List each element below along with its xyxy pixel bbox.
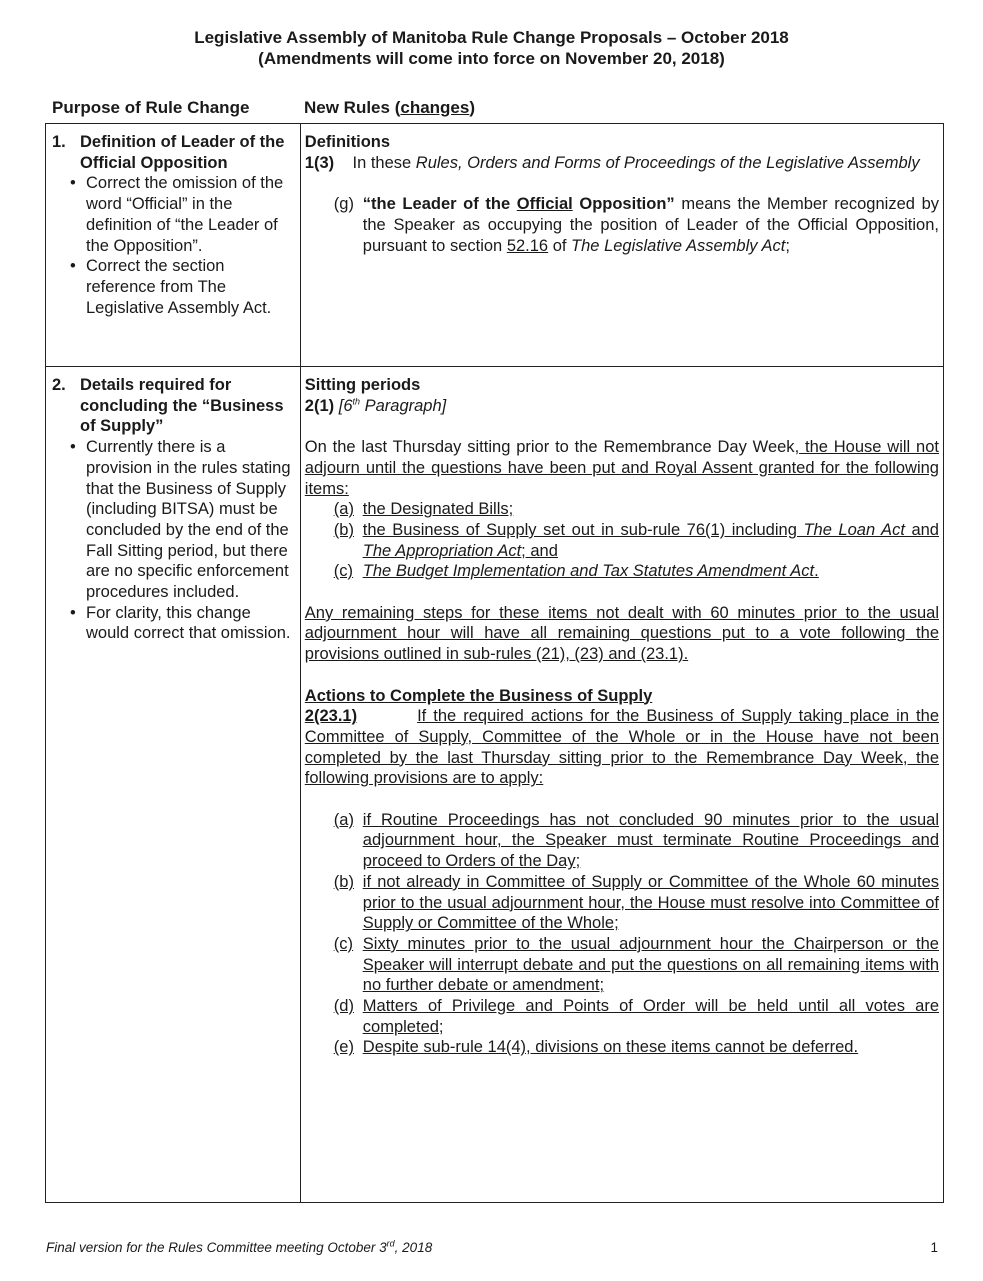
paragraph-ref-open: [6 — [338, 396, 353, 415]
paragraph-ref — [339, 397, 447, 415]
item-label: (a) — [333, 500, 354, 519]
list-item — [305, 520, 939, 561]
item-text-part: and — [904, 520, 939, 539]
list-item — [305, 872, 939, 934]
term-close: Opposition” — [572, 195, 675, 214]
item-label: (c) — [333, 562, 354, 581]
document-subtitle: (Amendments will come into force on November 20, 2018) — [258, 49, 725, 68]
purpose-cell — [46, 124, 301, 367]
definition-text: means the Member recognized by the Speaker as occupying the position of Leader of the Official Opposition, pursuant to section — [362, 195, 939, 255]
purpose-bullet: • Correct the section reference from The Legislative Assembly Act. — [66, 256, 296, 318]
purpose-bullet: • Correct the omission of the word “Official” in the definition of “the Leader of the Opposition”. — [66, 173, 296, 256]
definition-section: 52.16 — [506, 236, 549, 255]
term-added: Official — [516, 195, 573, 214]
list-item — [305, 1037, 939, 1058]
rule-intro — [305, 153, 939, 174]
table-row — [46, 367, 944, 1203]
rule-number: 1(3) — [304, 153, 335, 172]
item-label: (d) — [333, 997, 354, 1016]
item-text — [363, 561, 939, 582]
rule-section-title: Definitions — [304, 133, 391, 151]
new-rule-cell — [300, 367, 943, 1203]
document-title: Legislative Assembly of Manitoba Rule Change Proposals – October 2018 — [194, 28, 789, 47]
table-row — [46, 124, 944, 367]
item-text: if Routine Proceedings has not concluded 90 minutes prior to the usual adjournment hour, the Speaker must terminate Routine Proceedings and proceed to Orders of the Day; — [362, 810, 939, 871]
rule-change-table — [45, 123, 944, 1203]
term-open: “the Leader of the — [362, 195, 517, 214]
column-header-close: ) — [469, 98, 476, 117]
item-label: (c) — [333, 934, 354, 953]
item-label: (a) — [333, 810, 354, 829]
item-text: Matters of Privilege and Points of Order will be held until all votes are completed; — [362, 997, 939, 1036]
rule-intro-italic: Rules, Orders and Forms of Proceedings of the Legislative Assembly — [415, 153, 920, 172]
paragraph-unchanged: On the last Thursday sitting prior to the Remembrance Day Week — [304, 438, 795, 457]
item-label: (g) — [333, 195, 354, 214]
item-label: (b) — [333, 520, 354, 539]
footer-text: Final version for the Rules Committee meeting October 3 — [46, 1240, 387, 1255]
item-text: if not already in Committee of Supply or Committee of the Whole 60 minutes prior to the usual adjournment hour, the House must resolve into Committee of Supply or Committee of the Whole; — [362, 872, 939, 933]
purpose-bullet: • For clarity, this change would correct that omission. — [66, 603, 296, 644]
item-act-name: The Appropriation Act — [362, 541, 522, 560]
list-item — [305, 934, 939, 996]
item-text — [363, 520, 939, 561]
rule-paragraph — [305, 437, 939, 499]
definition-end: ; — [785, 236, 790, 255]
rule-number: 2(23.1) — [304, 707, 358, 726]
definition-act: The Legislative Assembly Act — [571, 236, 786, 255]
item-label: (e) — [333, 1038, 354, 1057]
footer-note — [46, 1240, 432, 1255]
definition-of: of — [548, 236, 572, 255]
purpose-bullet: • Currently there is a provision in the rules stating that the Business of Supply (including BITSA) must be concluded by the end of the Fall Sitting period, but there are no specific enforcement procedures included. — [66, 437, 296, 603]
new-rule-cell — [300, 124, 943, 367]
item-text: the Designated Bills; — [362, 500, 514, 519]
rule-paragraph — [305, 706, 939, 789]
purpose-heading — [52, 375, 296, 437]
purpose-title: Definition of Leader of the Official Opposition — [80, 133, 285, 172]
item-act-name: The Budget Implementation and Tax Statutes Amendment Act — [362, 562, 815, 581]
list-item — [305, 996, 939, 1037]
purpose-heading — [52, 132, 296, 173]
rule-section-title: Sitting periods — [304, 376, 421, 394]
list-item — [305, 810, 939, 872]
rule-section-title: Actions to Complete the Business of Supply — [304, 686, 653, 705]
purpose-bullets — [52, 173, 296, 318]
item-label: (b) — [333, 872, 354, 891]
column-header-new-rules — [304, 98, 475, 118]
paragraph-ref-close: Paragraph] — [360, 396, 447, 415]
row-number: 2. — [52, 376, 66, 394]
purpose-title: Details required for concluding the “Business of Supply” — [80, 376, 284, 436]
item-text: Despite sub-rule 14(4), divisions on these items cannot be deferred. — [362, 1038, 859, 1057]
column-header-purpose: Purpose of Rule Change — [52, 98, 250, 117]
page-number: 1 — [930, 1240, 938, 1255]
definition-item — [305, 194, 939, 256]
paragraph-text: If the required actions for the Business of Supply taking place in the Committee of Supply, Committee of the Whole or in the House have not been completed by the last Thursday sitting prior to the Remembrance Day Week, the following provisions are to apply: — [304, 707, 939, 788]
list-item — [305, 561, 939, 582]
column-header-changes: changes — [400, 98, 470, 117]
paragraph-changed: , the House will not adjourn until the questions have been put and Royal Assent granted for the following items: — [304, 438, 939, 498]
column-header-new-rules-label: New Rules ( — [304, 98, 401, 117]
rule-number: 2(1) — [304, 396, 335, 415]
rule-intro-text: In these — [352, 153, 416, 172]
purpose-cell — [46, 367, 301, 1203]
item-text-part: . — [814, 562, 819, 581]
list-item — [305, 499, 939, 520]
item-text — [363, 194, 939, 256]
item-text-part: ; and — [521, 541, 558, 560]
purpose-bullets — [52, 437, 296, 644]
item-text-part: the Business of Supply set out in sub-rule 76(1) including — [362, 520, 804, 539]
paragraph-ref-sup: th — [352, 396, 361, 407]
rule-paragraph: Any remaining steps for these items not dealt with 60 minutes prior to the usual adjournment hour will have all remaining questions put to a vote following the provisions outlined in sub-rules (21), (23) and (23.1). — [304, 603, 939, 664]
row-number: 1. — [52, 133, 66, 151]
footer-text-end: , 2018 — [394, 1240, 433, 1255]
footer-sup: rd — [386, 1238, 395, 1249]
item-text: Sixty minutes prior to the usual adjournment hour the Chairperson or the Speaker will interrupt debate and put the questions on all remaining items with no further debate or amendment; — [362, 934, 939, 995]
item-act-name: The Loan Act — [803, 520, 905, 539]
rule-reference — [305, 396, 939, 417]
